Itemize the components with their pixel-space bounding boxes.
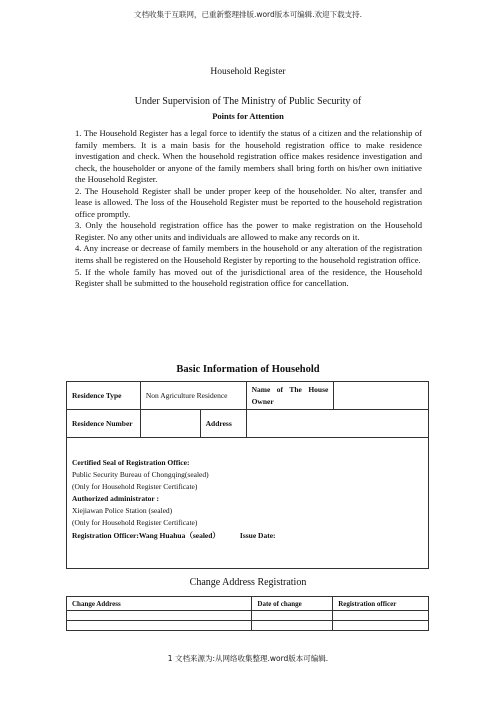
point-item-1: 1. The Household Register has a legal force to identify the status of a citizen and the relationship of family members. It is a main basis for the household registration office to make residence investigation and check. When the household registration office makes residence investigation and check, the householder or anyone of the family members shall bring forth on his/her own initiative the Household Register. <box>75 128 422 185</box>
table-row <box>67 611 429 621</box>
residence-number-label: Residence Number <box>67 410 141 438</box>
table-cell <box>333 621 429 631</box>
certificate-note-2: (Only for Household Register Certificate) <box>72 518 198 528</box>
document-title: Household Register <box>210 67 286 77</box>
table-row <box>67 382 429 410</box>
points-list <box>75 128 422 290</box>
registration-officer: Registration Officer:Wang Huahua（sealed） <box>72 530 220 540</box>
officer-line <box>72 530 423 542</box>
points-title: Points for Attention <box>212 111 284 121</box>
change-address-header: Change Address <box>67 597 252 611</box>
change-address-title: Change Address Registration <box>189 577 307 588</box>
certificate-note-1: (Only for Household Register Certificate) <box>72 482 198 492</box>
point-item-2: 2. The Household Register shall be under proper keep of the householder. No alter, transfer and lease is allowed. The loss of the Household Register must be reported to the household registration office promptly. <box>75 185 422 219</box>
authorized-administrator-label: Authorized administrator : <box>72 494 159 504</box>
basic-info-title: Basic Information of Household <box>176 364 320 375</box>
certification-block <box>67 438 429 569</box>
basic-info-table <box>66 381 429 569</box>
page-footer-note: 1 文档来源为:从网络收集整理.word版本可编辑. <box>167 654 329 663</box>
house-owner-label: Name of The House Owner <box>246 382 334 410</box>
residence-type-label: Residence Type <box>67 382 141 410</box>
certified-seal-label: Certified Seal of Registration Office: <box>72 458 190 467</box>
point-item-5: 5. If the whole family has moved out of the jurisdictional area of the residence, the Household Register shall be submitted to the household registration office for cancellation. <box>75 266 422 289</box>
registration-officer-header: Registration officer <box>333 597 429 611</box>
table-row <box>67 438 429 569</box>
table-cell <box>333 611 429 621</box>
document-subtitle: Under Supervision of The Ministry of Public Security of <box>134 96 362 107</box>
table-row <box>67 410 429 438</box>
address-value <box>246 410 428 438</box>
table-row <box>67 621 429 631</box>
address-label: Address <box>200 410 246 438</box>
residence-type-value: Non Agriculture Residence <box>140 382 246 410</box>
table-cell <box>252 611 333 621</box>
table-cell <box>67 621 252 631</box>
residence-number-value <box>140 410 200 438</box>
page-header-note: 文档收集于互联网，已重新整理排版.word版本可编辑.欢迎下载支持. <box>133 10 363 19</box>
point-item-3: 3. Only the household registration office has the power to make registration on the Household Register. No any other units and individuals are allowed to make any records on it. <box>75 220 422 242</box>
change-address-table <box>66 596 429 631</box>
table-cell <box>252 621 333 631</box>
issue-date-label: Issue Date: <box>239 530 276 540</box>
table-cell <box>67 611 252 621</box>
police-station-seal: Xiejiawan Police Station (sealed) <box>72 506 173 516</box>
point-item-4: 4. Any increase or decrease of family members in the household or any alteration of the registration items shall be registered on the Household Register by reporting to the household registration office. <box>75 243 422 266</box>
bureau-seal: Public Security Bureau of Chongqing(sealed) <box>72 470 209 480</box>
date-of-change-header: Date of change <box>252 597 333 611</box>
house-owner-value <box>334 382 429 410</box>
table-header-row <box>67 597 429 611</box>
